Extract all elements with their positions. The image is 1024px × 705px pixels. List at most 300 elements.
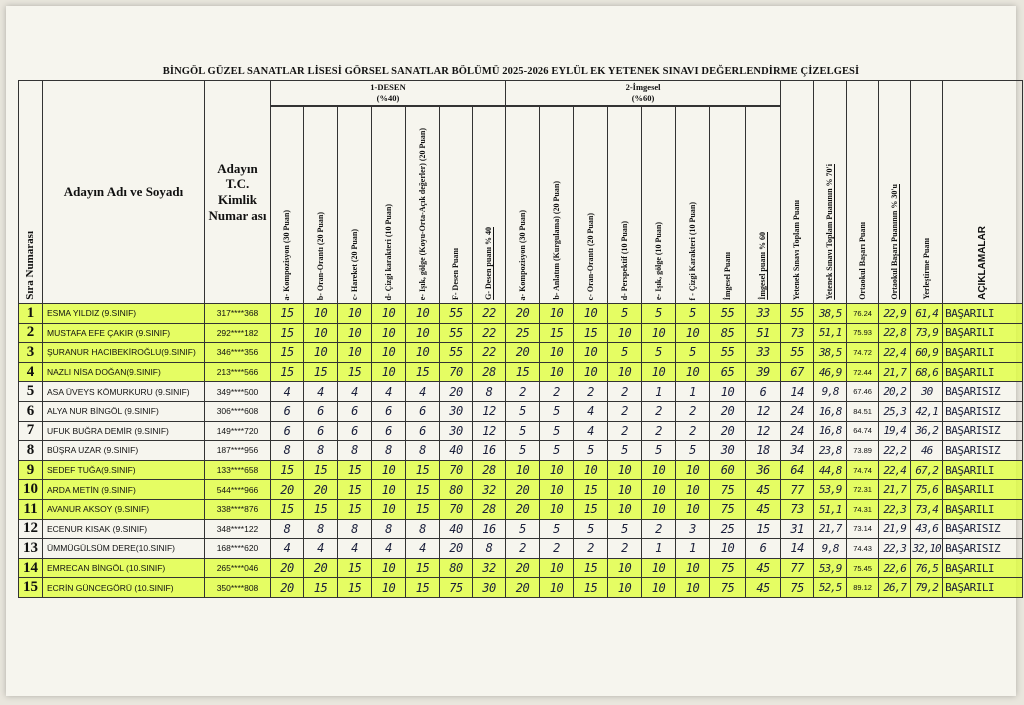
result-status: BAŞARILI	[943, 558, 1023, 578]
result-status: BAŞARISIZ	[943, 382, 1023, 402]
desen-score: 20	[304, 558, 338, 578]
imgesel-score: 20	[710, 401, 746, 421]
result-status: BAŞARILI	[943, 460, 1023, 480]
imgesel-score: 3	[676, 519, 710, 539]
imgesel-score: 10	[676, 460, 710, 480]
desen-score: 15	[271, 323, 304, 343]
desen-score: 4	[304, 539, 338, 559]
desen-score: 10	[406, 343, 440, 363]
imgesel-score: 5	[676, 304, 710, 324]
desen-score: 8	[473, 539, 506, 559]
desen-score: 55	[440, 304, 473, 324]
candidate-tc: 348****122	[205, 519, 271, 539]
desen-score: 4	[271, 539, 304, 559]
table-row	[19, 323, 1023, 343]
ortaokul-30: 22,9	[879, 304, 911, 324]
header-imgesel-perspektif: d- Perspektif (10 Puan)	[608, 107, 642, 304]
yetenek-70: 38,5	[814, 343, 847, 363]
desen-score: 75	[440, 578, 473, 598]
yetenek-toplam: 73	[781, 323, 814, 343]
ortaokul-basari: 74.72	[847, 343, 879, 363]
header-desen-hareket: c- Hareket (20 Puan)	[338, 107, 372, 304]
candidate-name: ESMA YILDIZ (9.SINIF)	[43, 304, 205, 324]
header-yetenek-70: Yetenek Sınavı Toplam Puanının % 70'i	[814, 81, 847, 304]
row-number: 10	[19, 480, 43, 500]
desen-score: 10	[304, 304, 338, 324]
candidate-tc: 133****658	[205, 460, 271, 480]
desen-score: 6	[372, 421, 406, 441]
candidate-name: ALYA NUR BİNGÖL (9.SINIF)	[43, 401, 205, 421]
desen-score: 10	[406, 323, 440, 343]
imgesel-score: 10	[676, 323, 710, 343]
imgesel-score: 2	[540, 382, 574, 402]
header-sira: Sıra Numarası	[19, 81, 43, 304]
desen-score: 15	[271, 343, 304, 363]
yetenek-toplam: 31	[781, 519, 814, 539]
yetenek-toplam: 34	[781, 441, 814, 461]
imgesel-score: 2	[642, 421, 676, 441]
desen-score: 10	[372, 480, 406, 500]
ortaokul-basari: 72.44	[847, 362, 879, 382]
yerlestirme-puani: 76,5	[911, 558, 943, 578]
yetenek-toplam: 73	[781, 499, 814, 519]
imgesel-score: 20	[710, 421, 746, 441]
yetenek-toplam: 75	[781, 578, 814, 598]
table-row	[19, 304, 1023, 324]
imgesel-score: 65	[710, 362, 746, 382]
header-imgesel-cizgi: f - Çizgi Karakteri (10 Puan)	[676, 107, 710, 304]
candidate-tc: 213****566	[205, 362, 271, 382]
imgesel-score: 10	[710, 382, 746, 402]
imgesel-score: 10	[574, 304, 608, 324]
ortaokul-30: 25,3	[879, 401, 911, 421]
yetenek-70: 51,1	[814, 323, 847, 343]
imgesel-score: 2	[506, 539, 540, 559]
yetenek-70: 21,7	[814, 519, 847, 539]
desen-score: 28	[473, 499, 506, 519]
header-ortaokul-basari: Ortaokul Başarı Puanı	[847, 81, 879, 304]
sheet-title: BİNGÖL GÜZEL SANATLAR LİSESİ GÖRSEL SANATLAR BÖLÜMÜ 2025-2026 EYLÜL EK YETENEK SINAVI DEĞERLENDİRME ÇİZELGESİ	[162, 66, 860, 77]
result-status: BAŞARILI	[943, 323, 1023, 343]
ortaokul-30: 19,4	[879, 421, 911, 441]
imgesel-score: 75	[710, 480, 746, 500]
result-status: BAŞARISIZ	[943, 401, 1023, 421]
desen-score: 4	[338, 539, 372, 559]
desen-score: 32	[473, 480, 506, 500]
ortaokul-basari: 74.74	[847, 460, 879, 480]
header-imgesel-anlatim: b- Anlatım (Kurgulama) (20 Puan)	[540, 107, 574, 304]
desen-score: 32	[473, 558, 506, 578]
desen-score: 6	[372, 401, 406, 421]
desen-score: 15	[338, 578, 372, 598]
imgesel-score: 25	[506, 323, 540, 343]
table-row	[19, 382, 1023, 402]
yerlestirme-puani: 61,4	[911, 304, 943, 324]
yetenek-70: 16,8	[814, 421, 847, 441]
yerlestirme-puani: 68,6	[911, 362, 943, 382]
desen-score: 80	[440, 558, 473, 578]
imgesel-score: 5	[608, 519, 642, 539]
desen-score: 22	[473, 304, 506, 324]
imgesel-score: 10	[608, 480, 642, 500]
desen-score: 10	[372, 578, 406, 598]
ortaokul-basari: 84.51	[847, 401, 879, 421]
desen-score: 20	[271, 558, 304, 578]
candidate-name: AVANUR AKSOY (9.SINIF)	[43, 499, 205, 519]
imgesel-score: 20	[506, 578, 540, 598]
imgesel-score: 45	[746, 499, 781, 519]
result-status: BAŞARILI	[943, 304, 1023, 324]
candidate-name: ASA ÜVEYS KÖMURKURU (9.SINIF)	[43, 382, 205, 402]
candidate-name: MUSTAFA EFE ÇAKIR (9.SINIF)	[43, 323, 205, 343]
desen-score: 28	[473, 460, 506, 480]
desen-score: 10	[372, 304, 406, 324]
yetenek-toplam: 67	[781, 362, 814, 382]
result-status: BAŞARILI	[943, 499, 1023, 519]
header-yetenek-toplam: Yetenek Sınavı Toplam Puanı	[781, 81, 814, 304]
yerlestirme-puani: 60,9	[911, 343, 943, 363]
candidate-tc: 317****368	[205, 304, 271, 324]
imgesel-score: 10	[540, 304, 574, 324]
desen-score: 40	[440, 519, 473, 539]
ortaokul-basari: 89.12	[847, 578, 879, 598]
table-row	[19, 480, 1023, 500]
evaluation-table	[18, 80, 1023, 598]
imgesel-score: 10	[642, 499, 676, 519]
imgesel-score: 10	[540, 578, 574, 598]
imgesel-score: 12	[746, 421, 781, 441]
desen-score: 80	[440, 480, 473, 500]
ortaokul-30: 22,3	[879, 539, 911, 559]
candidate-tc: 306****608	[205, 401, 271, 421]
imgesel-score: 10	[540, 343, 574, 363]
yerlestirme-puani: 32,10	[911, 539, 943, 559]
yetenek-70: 16,8	[814, 401, 847, 421]
candidate-tc: 350****808	[205, 578, 271, 598]
desen-score: 70	[440, 499, 473, 519]
table-row	[19, 558, 1023, 578]
candidate-name: UFUK BUĞRA DEMİR (9.SINIF)	[43, 421, 205, 441]
desen-score: 8	[271, 441, 304, 461]
imgesel-score: 12	[746, 401, 781, 421]
desen-score: 10	[304, 343, 338, 363]
imgesel-score: 10	[608, 323, 642, 343]
yetenek-toplam: 77	[781, 558, 814, 578]
yerlestirme-puani: 46	[911, 441, 943, 461]
row-number: 15	[19, 578, 43, 598]
header-imgesel-isik: e- Işık, gölge (10 Puan)	[642, 107, 676, 304]
desen-score: 15	[406, 480, 440, 500]
desen-score: 15	[406, 362, 440, 382]
imgesel-score: 45	[746, 480, 781, 500]
yetenek-70: 46,9	[814, 362, 847, 382]
imgesel-score: 10	[676, 362, 710, 382]
ortaokul-basari: 73.89	[847, 441, 879, 461]
desen-score: 6	[406, 401, 440, 421]
desen-score: 10	[372, 343, 406, 363]
desen-score: 40	[440, 441, 473, 461]
imgesel-score: 20	[506, 304, 540, 324]
candidate-name: ÜMMÜGÜLSÜM DERE(10.SINIF)	[43, 539, 205, 559]
imgesel-score: 20	[506, 480, 540, 500]
yetenek-toplam: 55	[781, 304, 814, 324]
desen-score: 4	[271, 382, 304, 402]
desen-score: 4	[372, 539, 406, 559]
imgesel-score: 5	[540, 421, 574, 441]
candidate-tc: 346****356	[205, 343, 271, 363]
desen-score: 8	[271, 519, 304, 539]
yetenek-toplam: 24	[781, 401, 814, 421]
imgesel-score: 60	[710, 460, 746, 480]
imgesel-score: 4	[574, 401, 608, 421]
desen-score: 10	[372, 323, 406, 343]
row-number: 9	[19, 460, 43, 480]
imgesel-score: 10	[574, 460, 608, 480]
desen-score: 15	[304, 362, 338, 382]
imgesel-score: 10	[676, 499, 710, 519]
yetenek-70: 23,8	[814, 441, 847, 461]
yetenek-toplam: 77	[781, 480, 814, 500]
desen-score: 4	[372, 382, 406, 402]
desen-score: 15	[304, 578, 338, 598]
imgesel-score: 10	[676, 578, 710, 598]
table-row	[19, 578, 1023, 598]
header-desen-40: G- Desen puanı % 40	[473, 107, 506, 304]
imgesel-score: 33	[746, 304, 781, 324]
desen-score: 22	[473, 323, 506, 343]
candidate-tc: 292****182	[205, 323, 271, 343]
desen-score: 15	[338, 460, 372, 480]
table-row	[19, 343, 1023, 363]
result-status: BAŞARISIZ	[943, 421, 1023, 441]
desen-score: 15	[338, 499, 372, 519]
header-tc: Adayın T.C. Kimlik Numar ası	[205, 81, 271, 304]
imgesel-score: 5	[608, 343, 642, 363]
yerlestirme-puani: 42,1	[911, 401, 943, 421]
imgesel-score: 2	[506, 382, 540, 402]
imgesel-score: 5	[608, 304, 642, 324]
desen-score: 6	[406, 421, 440, 441]
header-desen-oran: b- Oran-Orantı (20 Puan)	[304, 107, 338, 304]
desen-score: 8	[406, 441, 440, 461]
imgesel-score: 85	[710, 323, 746, 343]
imgesel-score: 2	[574, 539, 608, 559]
desen-score: 30	[440, 401, 473, 421]
yetenek-70: 9,8	[814, 382, 847, 402]
imgesel-score: 39	[746, 362, 781, 382]
ortaokul-basari: 76.24	[847, 304, 879, 324]
desen-score: 15	[271, 362, 304, 382]
imgesel-score: 20	[506, 343, 540, 363]
result-status: BAŞARILI	[943, 362, 1023, 382]
desen-score: 30	[473, 578, 506, 598]
table-row	[19, 362, 1023, 382]
yerlestirme-puani: 79,2	[911, 578, 943, 598]
header-desen-group: 1-DESEN (%40)	[271, 81, 506, 106]
yerlestirme-puani: 73,9	[911, 323, 943, 343]
desen-score: 30	[440, 421, 473, 441]
desen-score: 10	[372, 499, 406, 519]
yerlestirme-puani: 67,2	[911, 460, 943, 480]
imgesel-score: 55	[710, 343, 746, 363]
table-body	[19, 304, 1023, 598]
candidate-tc: 349****500	[205, 382, 271, 402]
desen-score: 6	[338, 401, 372, 421]
imgesel-score: 10	[642, 578, 676, 598]
desen-score: 10	[338, 304, 372, 324]
imgesel-score: 15	[574, 578, 608, 598]
desen-score: 10	[304, 323, 338, 343]
imgesel-score: 75	[710, 578, 746, 598]
ortaokul-30: 22,3	[879, 499, 911, 519]
row-number: 13	[19, 539, 43, 559]
row-number: 1	[19, 304, 43, 324]
desen-score: 15	[271, 460, 304, 480]
desen-score: 4	[406, 382, 440, 402]
desen-score: 8	[406, 519, 440, 539]
desen-score: 55	[440, 323, 473, 343]
desen-score: 70	[440, 362, 473, 382]
imgesel-score: 10	[574, 343, 608, 363]
table-row	[19, 519, 1023, 539]
desen-score: 12	[473, 421, 506, 441]
imgesel-score: 5	[540, 519, 574, 539]
imgesel-score: 10	[642, 480, 676, 500]
yetenek-70: 44,8	[814, 460, 847, 480]
imgesel-score: 18	[746, 441, 781, 461]
imgesel-score: 2	[608, 421, 642, 441]
imgesel-score: 36	[746, 460, 781, 480]
imgesel-score: 10	[540, 362, 574, 382]
desen-score: 6	[304, 421, 338, 441]
desen-score: 8	[338, 519, 372, 539]
header-desen-puani: F- Desen Puanı	[440, 107, 473, 304]
row-number: 6	[19, 401, 43, 421]
desen-score: 20	[304, 480, 338, 500]
ortaokul-basari: 67.46	[847, 382, 879, 402]
imgesel-score: 15	[574, 558, 608, 578]
imgesel-score: 2	[574, 382, 608, 402]
imgesel-score: 30	[710, 441, 746, 461]
row-number: 5	[19, 382, 43, 402]
result-status: BAŞARISIZ	[943, 539, 1023, 559]
desen-score: 10	[406, 304, 440, 324]
imgesel-score: 2	[642, 401, 676, 421]
header-desen-isik: e- Işık, gölge (Koyu-Orta-Açık değerler) (20 Puan)	[406, 107, 440, 304]
desen-score: 15	[304, 460, 338, 480]
desen-score: 15	[304, 499, 338, 519]
imgesel-score: 6	[746, 382, 781, 402]
imgesel-score: 5	[574, 441, 608, 461]
imgesel-score: 55	[710, 304, 746, 324]
desen-score: 6	[271, 421, 304, 441]
desen-score: 8	[372, 519, 406, 539]
imgesel-score: 5	[642, 304, 676, 324]
ortaokul-basari: 74.43	[847, 539, 879, 559]
candidate-tc: 187****956	[205, 441, 271, 461]
header-ortaokul-30: Ortaokul Başarı Puanının % 30'u	[879, 81, 911, 304]
imgesel-score: 5	[574, 519, 608, 539]
yetenek-toplam: 64	[781, 460, 814, 480]
imgesel-score: 1	[642, 539, 676, 559]
desen-score: 10	[372, 362, 406, 382]
imgesel-score: 10	[710, 539, 746, 559]
imgesel-score: 5	[642, 343, 676, 363]
row-number: 4	[19, 362, 43, 382]
evaluation-sheet	[6, 6, 1016, 696]
yetenek-toplam: 55	[781, 343, 814, 363]
desen-score: 6	[338, 421, 372, 441]
imgesel-score: 75	[710, 558, 746, 578]
imgesel-score: 51	[746, 323, 781, 343]
imgesel-score: 2	[608, 539, 642, 559]
candidate-name: ECRİN GÜNCEGÖRÜ (10.SINIF)	[43, 578, 205, 598]
imgesel-score: 10	[574, 362, 608, 382]
yetenek-70: 53,9	[814, 558, 847, 578]
imgesel-score: 2	[540, 539, 574, 559]
imgesel-score: 10	[540, 460, 574, 480]
candidate-tc: 149****720	[205, 421, 271, 441]
desen-score: 15	[271, 499, 304, 519]
desen-score: 8	[304, 441, 338, 461]
desen-score: 15	[406, 499, 440, 519]
result-status: BAŞARILI	[943, 578, 1023, 598]
imgesel-score: 5	[506, 421, 540, 441]
row-number: 3	[19, 343, 43, 363]
header-aciklamalar: AÇIKLAMALAR	[943, 81, 1023, 304]
ortaokul-basari: 75.93	[847, 323, 879, 343]
yerlestirme-puani: 30	[911, 382, 943, 402]
yetenek-toplam: 24	[781, 421, 814, 441]
imgesel-score: 5	[608, 441, 642, 461]
imgesel-score: 10	[676, 558, 710, 578]
desen-score: 20	[440, 539, 473, 559]
candidate-tc: 338****876	[205, 499, 271, 519]
imgesel-score: 20	[506, 558, 540, 578]
result-status: BAŞARISIZ	[943, 441, 1023, 461]
imgesel-score: 10	[642, 460, 676, 480]
candidate-name: NAZLI NİSA DOĞAN(9.SINIF)	[43, 362, 205, 382]
ortaokul-30: 26,7	[879, 578, 911, 598]
result-status: BAŞARILI	[943, 343, 1023, 363]
result-status: BAŞARILI	[943, 480, 1023, 500]
imgesel-score: 15	[574, 499, 608, 519]
ortaokul-basari: 74.31	[847, 499, 879, 519]
header-imgesel-puani: İmgesel Puanı	[710, 107, 746, 304]
yerlestirme-puani: 43,6	[911, 519, 943, 539]
table-row	[19, 421, 1023, 441]
imgesel-score: 45	[746, 558, 781, 578]
desen-score: 10	[372, 460, 406, 480]
yetenek-70: 51,1	[814, 499, 847, 519]
imgesel-score: 5	[506, 441, 540, 461]
imgesel-score: 15	[506, 362, 540, 382]
candidate-name: ECENUR KISAK (9.SINIF)	[43, 519, 205, 539]
desen-score: 28	[473, 362, 506, 382]
ortaokul-basari: 72.31	[847, 480, 879, 500]
desen-score: 10	[338, 343, 372, 363]
candidate-name: ŞURANUR HACIBEKİROĞLU(9.SINIF)	[43, 343, 205, 363]
desen-score: 6	[271, 401, 304, 421]
yerlestirme-puani: 75,6	[911, 480, 943, 500]
imgesel-score: 25	[710, 519, 746, 539]
imgesel-score: 1	[642, 382, 676, 402]
header-imgesel-oran: c- Oran-Orantı (20 Puan)	[574, 107, 608, 304]
yetenek-toplam: 14	[781, 539, 814, 559]
header-imgesel-group: 2-İmgesel (%60)	[506, 81, 781, 106]
desen-score: 15	[338, 558, 372, 578]
imgesel-score: 33	[746, 343, 781, 363]
